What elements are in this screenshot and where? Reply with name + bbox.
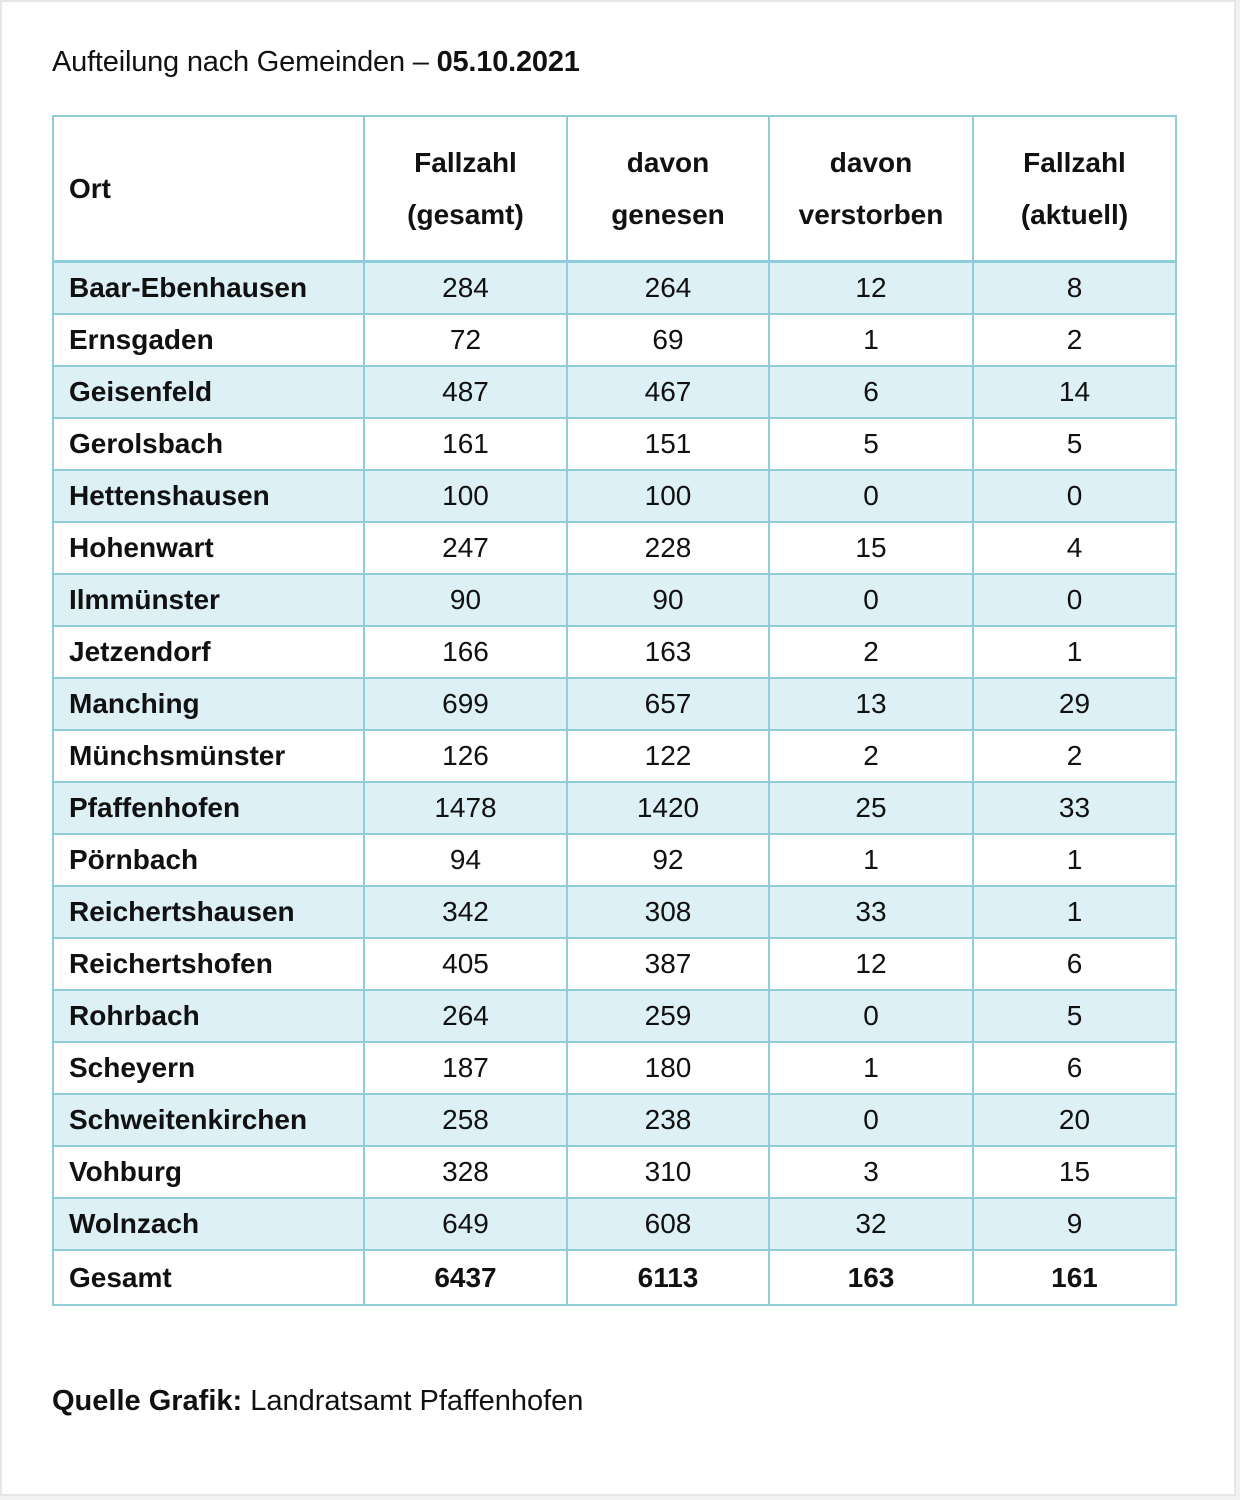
cell-current: 14 <box>973 366 1176 418</box>
cell-ort: Reichertshausen <box>53 886 364 938</box>
cell-current: 29 <box>973 678 1176 730</box>
cell-recovered: 264 <box>567 262 769 315</box>
header-total-line2: (gesamt) <box>407 198 524 230</box>
cell-ort: Schweitenkirchen <box>53 1094 364 1146</box>
cell-ort: Hettenshausen <box>53 470 364 522</box>
table-row <box>53 314 1176 366</box>
header-recovered-line1: davon <box>626 146 710 178</box>
document-heading <box>52 46 580 79</box>
cell-current: 0 <box>973 574 1176 626</box>
cell-total: 342 <box>364 886 567 938</box>
total-row-current: 161 <box>973 1250 1176 1305</box>
cell-total: 699 <box>364 678 567 730</box>
cell-total: 264 <box>364 990 567 1042</box>
cell-current: 1 <box>973 834 1176 886</box>
cell-ort: Münchsmünster <box>53 730 364 782</box>
source-note <box>52 1385 583 1418</box>
table-body <box>53 262 1176 1251</box>
header-ort: Ort <box>53 116 364 262</box>
cell-current: 0 <box>973 470 1176 522</box>
cell-recovered: 69 <box>567 314 769 366</box>
table-row <box>53 574 1176 626</box>
cell-ort: Rohrbach <box>53 990 364 1042</box>
cell-deceased: 25 <box>769 782 973 834</box>
table-row <box>53 990 1176 1042</box>
cell-recovered: 259 <box>567 990 769 1042</box>
cell-total: 90 <box>364 574 567 626</box>
header-recovered <box>567 116 769 262</box>
cell-current: 6 <box>973 1042 1176 1094</box>
cell-recovered: 1420 <box>567 782 769 834</box>
table-row <box>53 418 1176 470</box>
cell-ort: Pfaffenhofen <box>53 782 364 834</box>
cell-ort: Ilmmünster <box>53 574 364 626</box>
cell-deceased: 6 <box>769 366 973 418</box>
cell-recovered: 608 <box>567 1198 769 1250</box>
header-total <box>364 116 567 262</box>
cell-total: 100 <box>364 470 567 522</box>
cell-deceased: 2 <box>769 626 973 678</box>
header-total-line1: Fallzahl <box>414 146 517 178</box>
table-row <box>53 1198 1176 1250</box>
cell-recovered: 310 <box>567 1146 769 1198</box>
cell-current: 20 <box>973 1094 1176 1146</box>
cell-deceased: 0 <box>769 990 973 1042</box>
cell-deceased: 12 <box>769 262 973 315</box>
table-row <box>53 1042 1176 1094</box>
cell-ort: Scheyern <box>53 1042 364 1094</box>
cell-deceased: 0 <box>769 470 973 522</box>
table-row <box>53 522 1176 574</box>
cell-deceased: 13 <box>769 678 973 730</box>
source-text: Landratsamt Pfaffenhofen <box>250 1385 584 1417</box>
cell-total: 166 <box>364 626 567 678</box>
cell-ort: Pörnbach <box>53 834 364 886</box>
cell-deceased: 0 <box>769 574 973 626</box>
cell-ort: Wolnzach <box>53 1198 364 1250</box>
cell-recovered: 90 <box>567 574 769 626</box>
cell-deceased: 0 <box>769 1094 973 1146</box>
table-row <box>53 834 1176 886</box>
header-deceased-line2: verstorben <box>798 198 944 230</box>
table-row <box>53 1146 1176 1198</box>
table-row <box>53 730 1176 782</box>
cell-current: 1 <box>973 886 1176 938</box>
cell-total: 284 <box>364 262 567 315</box>
cell-total: 126 <box>364 730 567 782</box>
cell-ort: Reichertshofen <box>53 938 364 990</box>
cell-deceased: 1 <box>769 834 973 886</box>
cell-ort: Geisenfeld <box>53 366 364 418</box>
cell-ort: Manching <box>53 678 364 730</box>
cell-deceased: 33 <box>769 886 973 938</box>
cell-total: 405 <box>364 938 567 990</box>
cell-current: 1 <box>973 626 1176 678</box>
table-total-row <box>53 1250 1176 1305</box>
header-deceased <box>769 116 973 262</box>
cell-recovered: 228 <box>567 522 769 574</box>
cell-deceased: 2 <box>769 730 973 782</box>
header-deceased-line1: davon <box>829 146 913 178</box>
cell-deceased: 12 <box>769 938 973 990</box>
cell-deceased: 1 <box>769 1042 973 1094</box>
cell-current: 15 <box>973 1146 1176 1198</box>
cell-recovered: 467 <box>567 366 769 418</box>
cell-recovered: 151 <box>567 418 769 470</box>
cell-current: 2 <box>973 314 1176 366</box>
cell-current: 4 <box>973 522 1176 574</box>
cell-recovered: 100 <box>567 470 769 522</box>
cell-deceased: 3 <box>769 1146 973 1198</box>
cell-deceased: 32 <box>769 1198 973 1250</box>
total-row-deceased: 163 <box>769 1250 973 1305</box>
cell-recovered: 238 <box>567 1094 769 1146</box>
total-row-total: 6437 <box>364 1250 567 1305</box>
header-recovered-line2: genesen <box>611 198 725 230</box>
table-row <box>53 938 1176 990</box>
header-current <box>973 116 1176 262</box>
table-row <box>53 678 1176 730</box>
table-row <box>53 1094 1176 1146</box>
table-row <box>53 262 1176 315</box>
cell-total: 247 <box>364 522 567 574</box>
table-row <box>53 470 1176 522</box>
cell-ort: Hohenwart <box>53 522 364 574</box>
cell-deceased: 5 <box>769 418 973 470</box>
cell-total: 1478 <box>364 782 567 834</box>
header-current-line1: Fallzahl <box>1023 146 1126 178</box>
cell-current: 5 <box>973 418 1176 470</box>
cell-total: 487 <box>364 366 567 418</box>
cell-ort: Vohburg <box>53 1146 364 1198</box>
cell-current: 5 <box>973 990 1176 1042</box>
cell-recovered: 92 <box>567 834 769 886</box>
cell-deceased: 1 <box>769 314 973 366</box>
cell-total: 72 <box>364 314 567 366</box>
cell-total: 258 <box>364 1094 567 1146</box>
cell-total: 94 <box>364 834 567 886</box>
cell-current: 9 <box>973 1198 1176 1250</box>
cases-by-municipality-table <box>52 115 1177 1306</box>
table-row <box>53 886 1176 938</box>
cell-recovered: 163 <box>567 626 769 678</box>
cell-recovered: 122 <box>567 730 769 782</box>
cell-recovered: 387 <box>567 938 769 990</box>
cell-total: 328 <box>364 1146 567 1198</box>
heading-date: 05.10.2021 <box>436 46 580 78</box>
table-row <box>53 626 1176 678</box>
cell-ort: Gerolsbach <box>53 418 364 470</box>
cell-total: 161 <box>364 418 567 470</box>
header-current-line2: (aktuell) <box>1020 198 1129 230</box>
cell-current: 6 <box>973 938 1176 990</box>
cell-recovered: 308 <box>567 886 769 938</box>
cell-current: 2 <box>973 730 1176 782</box>
cell-ort: Ernsgaden <box>53 314 364 366</box>
cell-total: 187 <box>364 1042 567 1094</box>
total-row-recovered: 6113 <box>567 1250 769 1305</box>
cell-recovered: 180 <box>567 1042 769 1094</box>
cell-current: 8 <box>973 262 1176 315</box>
total-row-label: Gesamt <box>53 1250 364 1305</box>
cell-deceased: 15 <box>769 522 973 574</box>
cell-ort: Baar-Ebenhausen <box>53 262 364 315</box>
table-row <box>53 782 1176 834</box>
table-row <box>53 366 1176 418</box>
cell-total: 649 <box>364 1198 567 1250</box>
cell-recovered: 657 <box>567 678 769 730</box>
table-header-row <box>53 116 1176 262</box>
source-label: Quelle Grafik: <box>52 1385 243 1417</box>
heading-text: Aufteilung nach Gemeinden – <box>52 46 429 78</box>
cell-ort: Jetzendorf <box>53 626 364 678</box>
cell-current: 33 <box>973 782 1176 834</box>
